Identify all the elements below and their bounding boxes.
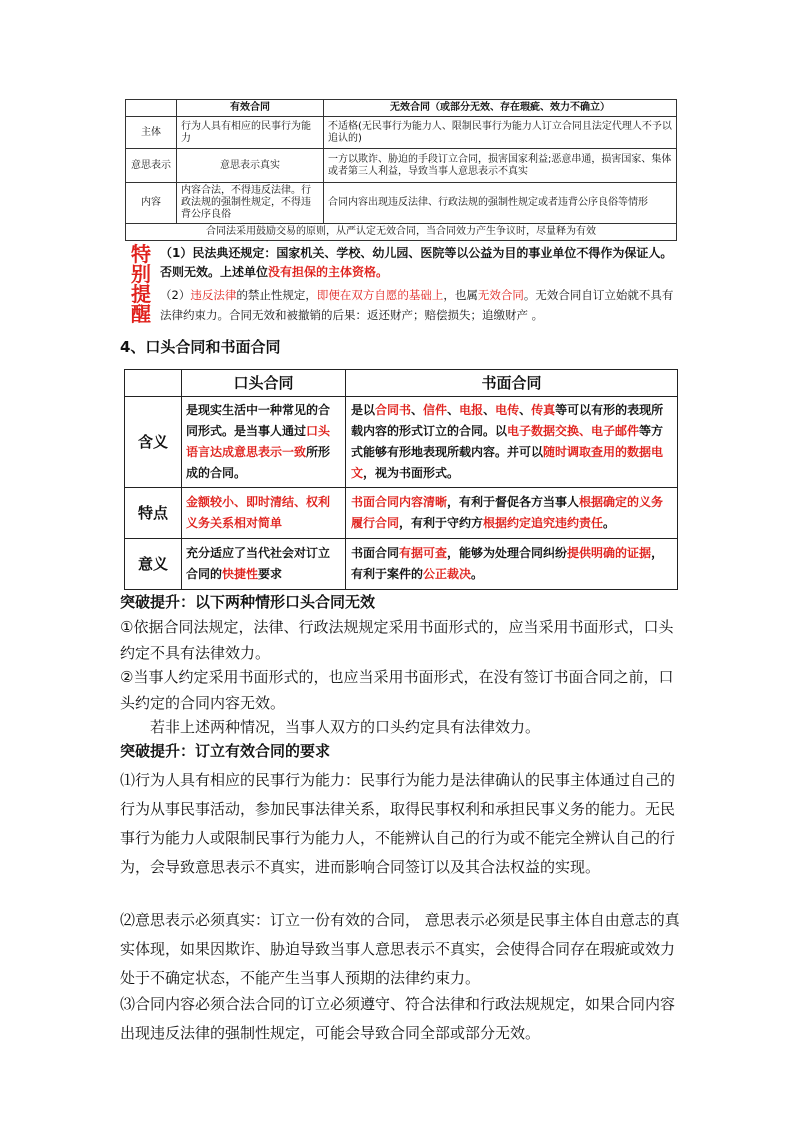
written-cell [346, 397, 678, 488]
highlight-text: 合同书 [375, 403, 412, 417]
highlight-text: 传真 [531, 403, 556, 417]
cell-text: ，有利于守约方 [399, 516, 484, 530]
reminder-highlight: 无效合同 [477, 288, 524, 302]
highlight-text: 电报 [459, 403, 484, 417]
paragraph: 若非上述两种情况，当事人双方的口头约定具有法律效力。 [150, 718, 541, 736]
reminder-item-2 [160, 285, 680, 325]
table-row [125, 488, 678, 539]
cell-text: ，有利于案件的 [351, 546, 664, 581]
validity-comparison-table [125, 99, 677, 241]
reminder-highlight: 即便在双方自愿的基础上 [316, 288, 444, 302]
table-row [125, 397, 678, 488]
cell-text: 等可以有形的表现所载内容的形式订立的合同。以 [351, 403, 664, 438]
cell-text: ，有利于督促各方当事人 [447, 495, 580, 509]
cell-text: 、 [483, 403, 496, 417]
cell-text: 、 [447, 403, 460, 417]
table-header-cell: 无效合同（或部分无效、存在瑕疵、效力不确立） [324, 100, 677, 117]
table-header-cell [125, 370, 182, 397]
oral-cell [182, 397, 346, 488]
table-note: 合同法采用鼓励交易的原则，从严认定无效合同，当合同效力产生争议时，尽量释为有效 [126, 224, 677, 241]
cell-text: 是现实生活中一种常见的合同形式。是当事人通过 [186, 403, 331, 438]
paragraph: ⑶合同内容必须合法合同的订立必须遵守、符合法律和行政法规规定，如果合同内容出现违反法律的强制性规定，可能会导致合同全部或部分无效。 [120, 995, 676, 1042]
oral-cell [182, 488, 346, 539]
highlight-text: 根据确定的义务履行合同 [351, 495, 664, 530]
highlight-text: 金额较小、即时清结、权利义务关系相对简单 [186, 495, 331, 530]
reminder-text: 。无效合同自订立始就不具有法律约束力。合同无效和被撤销的后果：返还财产；赔偿损失；追缴财产 。 [160, 288, 674, 322]
cell-text: 等方式能够有形地表现所载内容。并可以 [351, 424, 664, 459]
cell-text: ，视为书面形式。 [363, 466, 460, 480]
cell-text: ，能够为处理合同纠纷 [447, 546, 568, 560]
paragraph: ⑵意思表示必须真实：订立一份有效的合同， 意思表示必须是民事主体自由意志的真实体现，如果因欺诈、胁迫导致当事人意思表示不真实，会使得合同存在瑕疵或效力处于不确定状态，不能产生当事人预期的法律约束力。 [120, 911, 680, 987]
written-cell [346, 539, 678, 590]
row-label: 主体 [126, 117, 177, 149]
table-header-cell: 有效合同 [177, 100, 324, 117]
reminder-text: （2） [160, 288, 191, 302]
reminder-char: 提 [131, 282, 151, 306]
reminder-text: ，也属 [443, 288, 478, 302]
row-label: 意义 [125, 539, 182, 590]
highlight-text: 电传 [495, 403, 520, 417]
valid-cell: 内容合法，不得违反法律。行政法规的强制性规定，不得违背公序良俗 [177, 183, 324, 224]
highlight-text: 快捷性 [222, 567, 259, 581]
written-cell [346, 488, 678, 539]
cell-text: 。 [603, 516, 616, 530]
breakthrough-heading: 突破提升：订立有效合同的要求 [120, 742, 331, 760]
section-heading: 4、口头合同和书面合同 [120, 338, 281, 356]
table-note-row [126, 224, 677, 241]
reminder-text: 的禁止性规定， [236, 288, 317, 302]
reminder-highlight: 没有担保的主体资格。 [268, 265, 389, 279]
table-header-cell: 书面合同 [346, 370, 678, 397]
table-header-row [125, 370, 678, 397]
paragraph: ⑴行为人具有相应的民事行为能力：民事行为能力是法律确认的民事主体通过自己的行为从事民事活动，参加民事法律关系，取得民事权利和承担民事义务的能力。无民事行为能力人或限制民事行为能力人，不能辨认自己的行为或不能完全辨认自己的行为，会导致意思表示不真实，进而影响合同签订以及其合法权益的实现。 [120, 771, 676, 876]
oral-cell [182, 539, 346, 590]
table-row [125, 539, 678, 590]
reminder-item-1 [160, 244, 680, 282]
invalid-cell: 合同内容出现违反法律、行政法规的强制性规定或者违背公序良俗等情形 [324, 183, 677, 224]
highlight-text: 根据约定追究违约责任 [483, 516, 604, 530]
reminder-char: 特 [131, 242, 151, 266]
cell-text: 书面合同 [351, 546, 400, 560]
row-label: 特点 [125, 488, 182, 539]
highlight-text: 提供明确的证据 [567, 546, 652, 560]
cell-text: 要求 [258, 567, 283, 581]
paragraph: ②当事人约定采用书面形式的，也应当采用书面形式，在没有签订书面合同之前，口头约定的合同内容无效。 [120, 668, 674, 712]
highlight-text: 随时调取查用的数据电文 [351, 445, 664, 480]
row-label: 含义 [125, 397, 182, 488]
cell-text: 是以 [351, 403, 376, 417]
table-header-row [126, 100, 677, 117]
highlight-text: 口头语言达成意思表示一致 [186, 424, 331, 459]
row-label: 意思表示 [126, 149, 177, 183]
table-header-cell [126, 100, 177, 117]
highlight-text: 公正裁决 [423, 567, 472, 581]
cell-text: 充分适应了当代社会对订立合同的 [186, 546, 331, 581]
highlight-text: 电子数据交换、电子邮件 [507, 424, 640, 438]
row-label: 内容 [126, 183, 177, 224]
table-header-cell: 口头合同 [182, 370, 346, 397]
cell-text: 所形成的合同。 [186, 445, 331, 480]
paragraph: ①依据合同法规定，法律、行政法规规定采用书面形式的，应当采用书面形式，口头约定不具有法律效力。 [120, 618, 674, 662]
reminder-highlight: 违反法律 [190, 288, 237, 302]
oral-written-contract-table [124, 369, 678, 590]
invalid-cell: 一方以欺诈、胁迫的手段订立合同，损害国家利益;恶意串通，损害国家、集体或者第三人利益，导致当事人意思表示不真实 [324, 149, 677, 183]
special-reminder-mark [129, 244, 153, 324]
highlight-text: 有据可查 [399, 546, 448, 560]
valid-cell: 行为人具有相应的民事行为能力 [177, 117, 324, 149]
invalid-cell: 不适格(无民事行为能力人、限制民事行为能力人订立合同且法定代理人不予以追认的) [324, 117, 677, 149]
breakthrough-heading: 突破提升：以下两种情形口头合同无效 [120, 593, 376, 611]
cell-text: 、 [411, 403, 424, 417]
valid-cell: 意思表示真实 [177, 149, 324, 183]
reminder-text: （1）民法典还规定：国家机关、学校、幼儿园、医院等以公益为目的事业单位不得作为保证人。否则无效。上述单位 [160, 246, 673, 279]
cell-text: 。 [471, 567, 484, 581]
highlight-text: 信件 [423, 403, 448, 417]
highlight-text: 书面合同内容清晰 [351, 495, 448, 509]
table-row [126, 149, 677, 183]
table-row [126, 117, 677, 149]
reminder-char: 醒 [131, 302, 151, 326]
cell-text: 、 [519, 403, 532, 417]
reminder-char: 别 [131, 262, 151, 286]
table-row [126, 183, 677, 224]
